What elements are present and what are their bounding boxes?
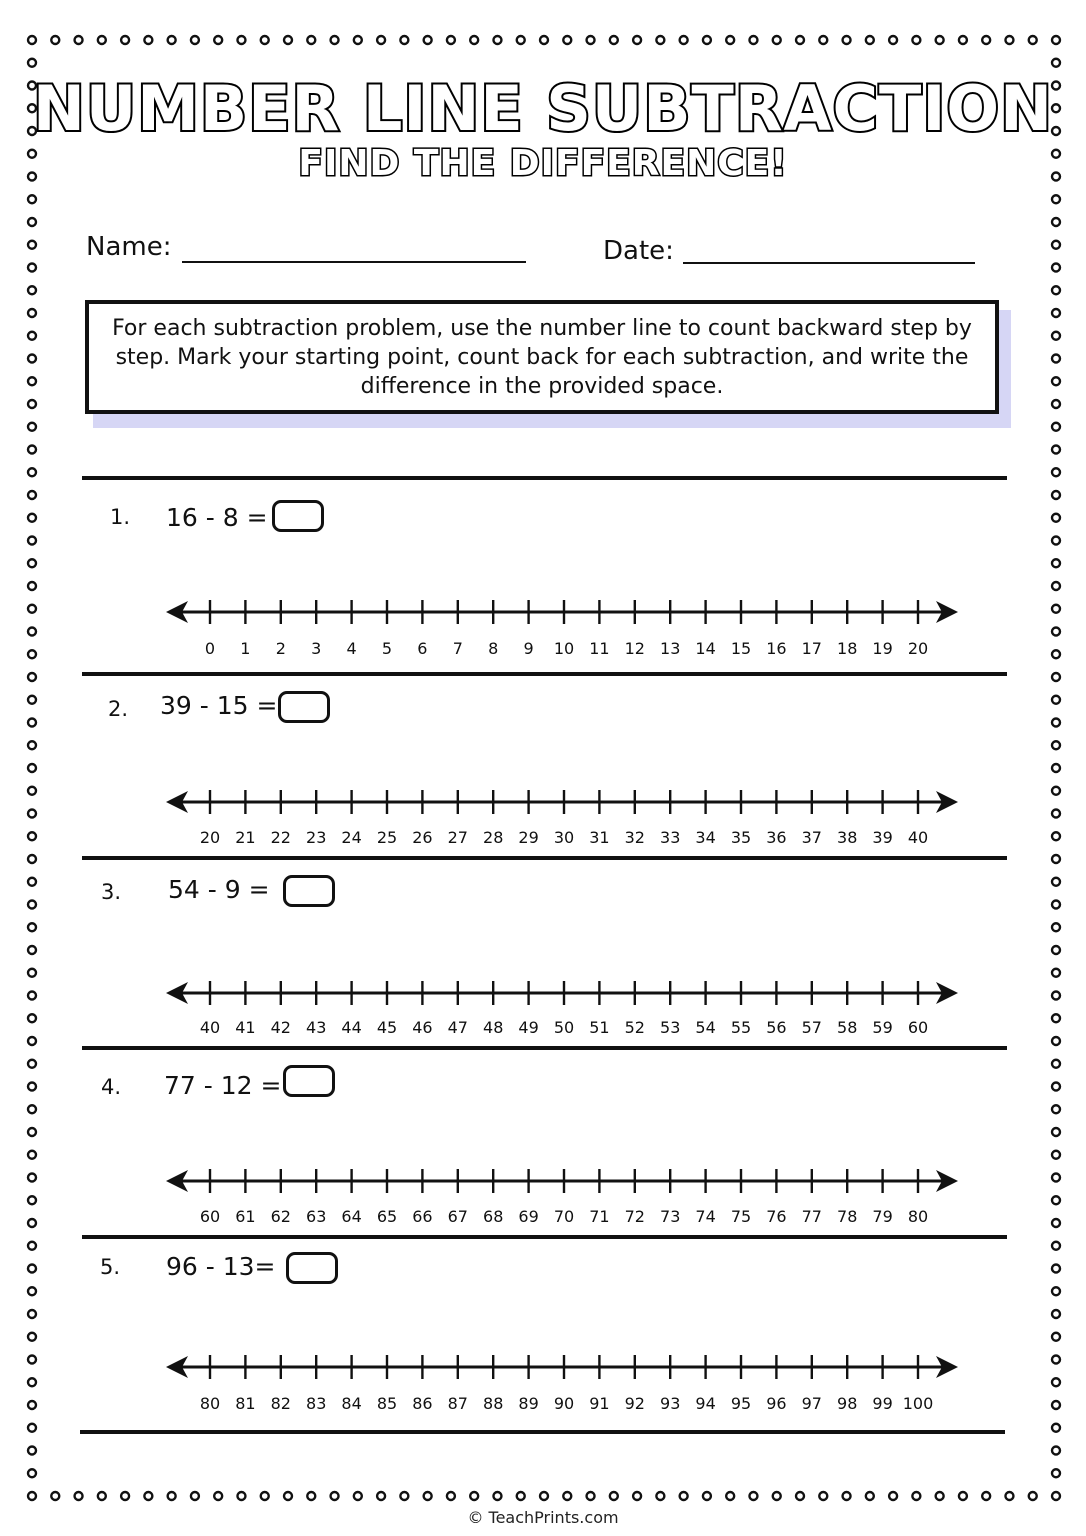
- tick-label: 39: [872, 828, 893, 847]
- tick-label: 55: [730, 1018, 752, 1037]
- tick-label: 85: [376, 1394, 398, 1413]
- tick-label: 65: [376, 1207, 398, 1226]
- tick-label: 77: [801, 1207, 822, 1226]
- tick-label: 53: [660, 1018, 681, 1037]
- tick-label: 98: [837, 1394, 858, 1413]
- problem-expression: 39 - 15 =: [160, 691, 278, 720]
- answer-box[interactable]: [278, 691, 330, 723]
- answer-box[interactable]: [272, 500, 324, 532]
- tick-label: 99: [872, 1394, 893, 1413]
- date-label: Date:: [603, 236, 674, 266]
- tick-label: 37: [801, 828, 822, 847]
- tick-label: 88: [483, 1394, 504, 1413]
- tick-label: 22: [270, 828, 291, 847]
- date-field[interactable]: [683, 262, 975, 264]
- page-subtitle: FIND THE DIFFERENCE!: [298, 143, 788, 184]
- tick-label: 89: [518, 1394, 539, 1413]
- problem-expression: 54 - 9 =: [168, 875, 270, 904]
- tick-label: 82: [270, 1394, 291, 1413]
- problem-number: 5.: [100, 1255, 121, 1279]
- tick-label: 57: [801, 1018, 822, 1037]
- instructions-box: [85, 300, 999, 414]
- tick-label: 23: [306, 828, 327, 847]
- tick-label: 96: [766, 1394, 787, 1413]
- tick-label: 20: [907, 639, 929, 658]
- tick-label: 5: [381, 639, 393, 658]
- tick-label: 64: [341, 1207, 362, 1226]
- tick-label: 24: [341, 828, 362, 847]
- tick-label: 62: [270, 1207, 291, 1226]
- tick-label: 84: [341, 1394, 362, 1413]
- tick-label: 51: [589, 1018, 610, 1037]
- tick-label: 48: [483, 1018, 504, 1037]
- tick-label: 13: [660, 639, 681, 658]
- tick-label: 41: [235, 1018, 256, 1037]
- tick-label: 30: [553, 828, 575, 847]
- tick-label: 31: [589, 828, 610, 847]
- section-divider: [82, 476, 1007, 480]
- tick-label: 44: [341, 1018, 362, 1037]
- tick-label: 2: [275, 639, 286, 658]
- tick-label: 95: [730, 1394, 752, 1413]
- tick-label: 90: [553, 1394, 575, 1413]
- tick-label: 66: [412, 1207, 433, 1226]
- answer-box[interactable]: [283, 1065, 335, 1097]
- tick-label: 36: [766, 828, 787, 847]
- tick-label: 45: [376, 1018, 398, 1037]
- problem-number: 2.: [108, 697, 129, 721]
- tick-label: 67: [447, 1207, 468, 1226]
- tick-label: 68: [483, 1207, 504, 1226]
- tick-label: 0: [204, 639, 216, 658]
- name-field[interactable]: [182, 261, 526, 263]
- tick-label: 1: [240, 639, 251, 658]
- tick-label: 70: [553, 1207, 575, 1226]
- tick-label: 87: [447, 1394, 468, 1413]
- tick-label: 17: [801, 639, 822, 658]
- tick-label: 42: [270, 1018, 291, 1037]
- tick-label: 26: [412, 828, 433, 847]
- tick-label: 100: [902, 1394, 934, 1413]
- copyright-footer: © TeachPrints.com: [467, 1508, 619, 1527]
- tick-label: 3: [311, 639, 322, 658]
- tick-label: 80: [907, 1207, 929, 1226]
- tick-label: 75: [730, 1207, 752, 1226]
- name-label: Name:: [86, 232, 172, 262]
- tick-label: 28: [483, 828, 504, 847]
- answer-box[interactable]: [286, 1252, 338, 1284]
- tick-label: 4: [346, 639, 357, 658]
- tick-label: 20: [199, 828, 221, 847]
- tick-label: 76: [766, 1207, 787, 1226]
- tick-label: 19: [872, 639, 893, 658]
- problem-expression: 96 - 13=: [166, 1252, 276, 1281]
- tick-label: 27: [447, 828, 468, 847]
- tick-label: 93: [660, 1394, 681, 1413]
- tick-label: 10: [553, 639, 575, 658]
- tick-label: 49: [518, 1018, 539, 1037]
- tick-label: 54: [695, 1018, 716, 1037]
- tick-label: 59: [872, 1018, 893, 1037]
- tick-label: 63: [306, 1207, 327, 1226]
- tick-label: 35: [730, 828, 752, 847]
- tick-label: 83: [306, 1394, 327, 1413]
- problem-number: 4.: [101, 1075, 122, 1099]
- tick-label: 11: [589, 639, 610, 658]
- answer-box[interactable]: [283, 875, 335, 907]
- tick-label: 12: [624, 639, 645, 658]
- tick-label: 15: [730, 639, 752, 658]
- tick-label: 21: [235, 828, 256, 847]
- tick-label: 32: [624, 828, 645, 847]
- tick-label: 79: [872, 1207, 893, 1226]
- tick-label: 97: [801, 1394, 822, 1413]
- tick-label: 7: [452, 639, 463, 658]
- tick-label: 71: [589, 1207, 610, 1226]
- tick-label: 91: [589, 1394, 610, 1413]
- tick-label: 80: [199, 1394, 221, 1413]
- tick-label: 34: [695, 828, 716, 847]
- tick-label: 78: [837, 1207, 858, 1226]
- tick-label: 58: [837, 1018, 858, 1037]
- section-divider: [80, 1430, 1005, 1434]
- tick-label: 9: [523, 639, 534, 658]
- tick-label: 16: [766, 639, 787, 658]
- tick-label: 33: [660, 828, 681, 847]
- problem-number: 3.: [101, 880, 122, 904]
- tick-label: 40: [199, 1018, 221, 1037]
- problem-expression: 16 - 8 =: [166, 503, 268, 532]
- tick-label: 69: [518, 1207, 539, 1226]
- tick-label: 25: [376, 828, 398, 847]
- tick-label: 61: [235, 1207, 256, 1226]
- tick-label: 38: [837, 828, 858, 847]
- tick-label: 43: [306, 1018, 327, 1037]
- tick-label: 56: [766, 1018, 787, 1037]
- tick-label: 81: [235, 1394, 256, 1413]
- tick-label: 86: [412, 1394, 433, 1413]
- tick-label: 14: [695, 639, 716, 658]
- tick-label: 60: [907, 1018, 929, 1037]
- page-title: NUMBER LINE SUBTRACTION: [33, 72, 1053, 145]
- tick-label: 47: [447, 1018, 468, 1037]
- section-divider: [82, 672, 1007, 676]
- tick-label: 6: [417, 639, 428, 658]
- tick-label: 74: [695, 1207, 716, 1226]
- tick-label: 52: [624, 1018, 645, 1037]
- tick-label: 60: [199, 1207, 221, 1226]
- tick-label: 8: [488, 639, 499, 658]
- tick-label: 94: [695, 1394, 716, 1413]
- tick-label: 46: [412, 1018, 433, 1037]
- tick-label: 18: [837, 639, 858, 658]
- tick-label: 50: [553, 1018, 575, 1037]
- tick-label: 73: [660, 1207, 681, 1226]
- instructions-text: For each subtraction problem, use the number line to count backward step by step. Mark your starting point, count back for each subtraction, and write the difference in the provided space.: [112, 315, 972, 399]
- tick-label: 92: [624, 1394, 645, 1413]
- tick-label: 29: [518, 828, 539, 847]
- section-divider: [82, 856, 1007, 860]
- problem-number: 1.: [110, 505, 131, 529]
- section-divider: [82, 1046, 1007, 1050]
- tick-label: 72: [624, 1207, 645, 1226]
- section-divider: [82, 1235, 1007, 1239]
- tick-label: 40: [907, 828, 929, 847]
- problem-expression: 77 - 12 =: [164, 1071, 282, 1100]
